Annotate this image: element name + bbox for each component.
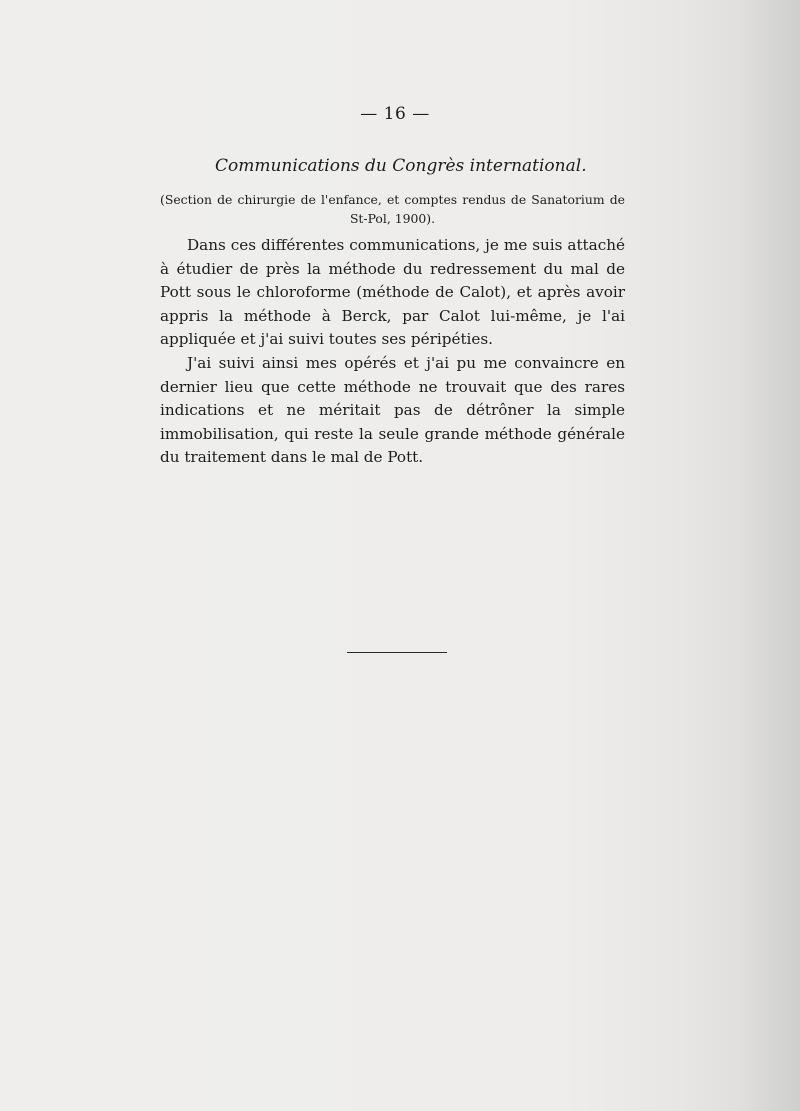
horizontal-rule: [347, 652, 447, 653]
paragraph-1: Dans ces différentes communications, je me suis attaché à étudier de près la méthode du redressement du mal de Pott sous le chloroforme (méthode de Calot), et après avoir appris la méthode à Berck, par Calot lui-même, je l'ai appliquée et j'ai suivi toutes ses péripéties.: [160, 236, 625, 349]
paragraph-2: J'ai suivi ainsi mes opérés et j'ai pu me convaincre en dernier lieu que cette méthode ne trouvait que des rares indications et ne méritait pas de détrôner la simple immobilisation, qui reste la seule grande méthode générale du traitement dans le mal de Pott.: [160, 353, 625, 467]
page-number: — 16 —: [360, 104, 430, 124]
body-text: [160, 234, 625, 470]
section-subtitle: (Section de chirurgie de l'enfance, et comptes rendus de Sanatorium de St-Pol, 1900).: [160, 192, 625, 226]
section-title: Communications du Congrès international.: [215, 156, 587, 176]
page-edge-shadow: [740, 0, 800, 1111]
